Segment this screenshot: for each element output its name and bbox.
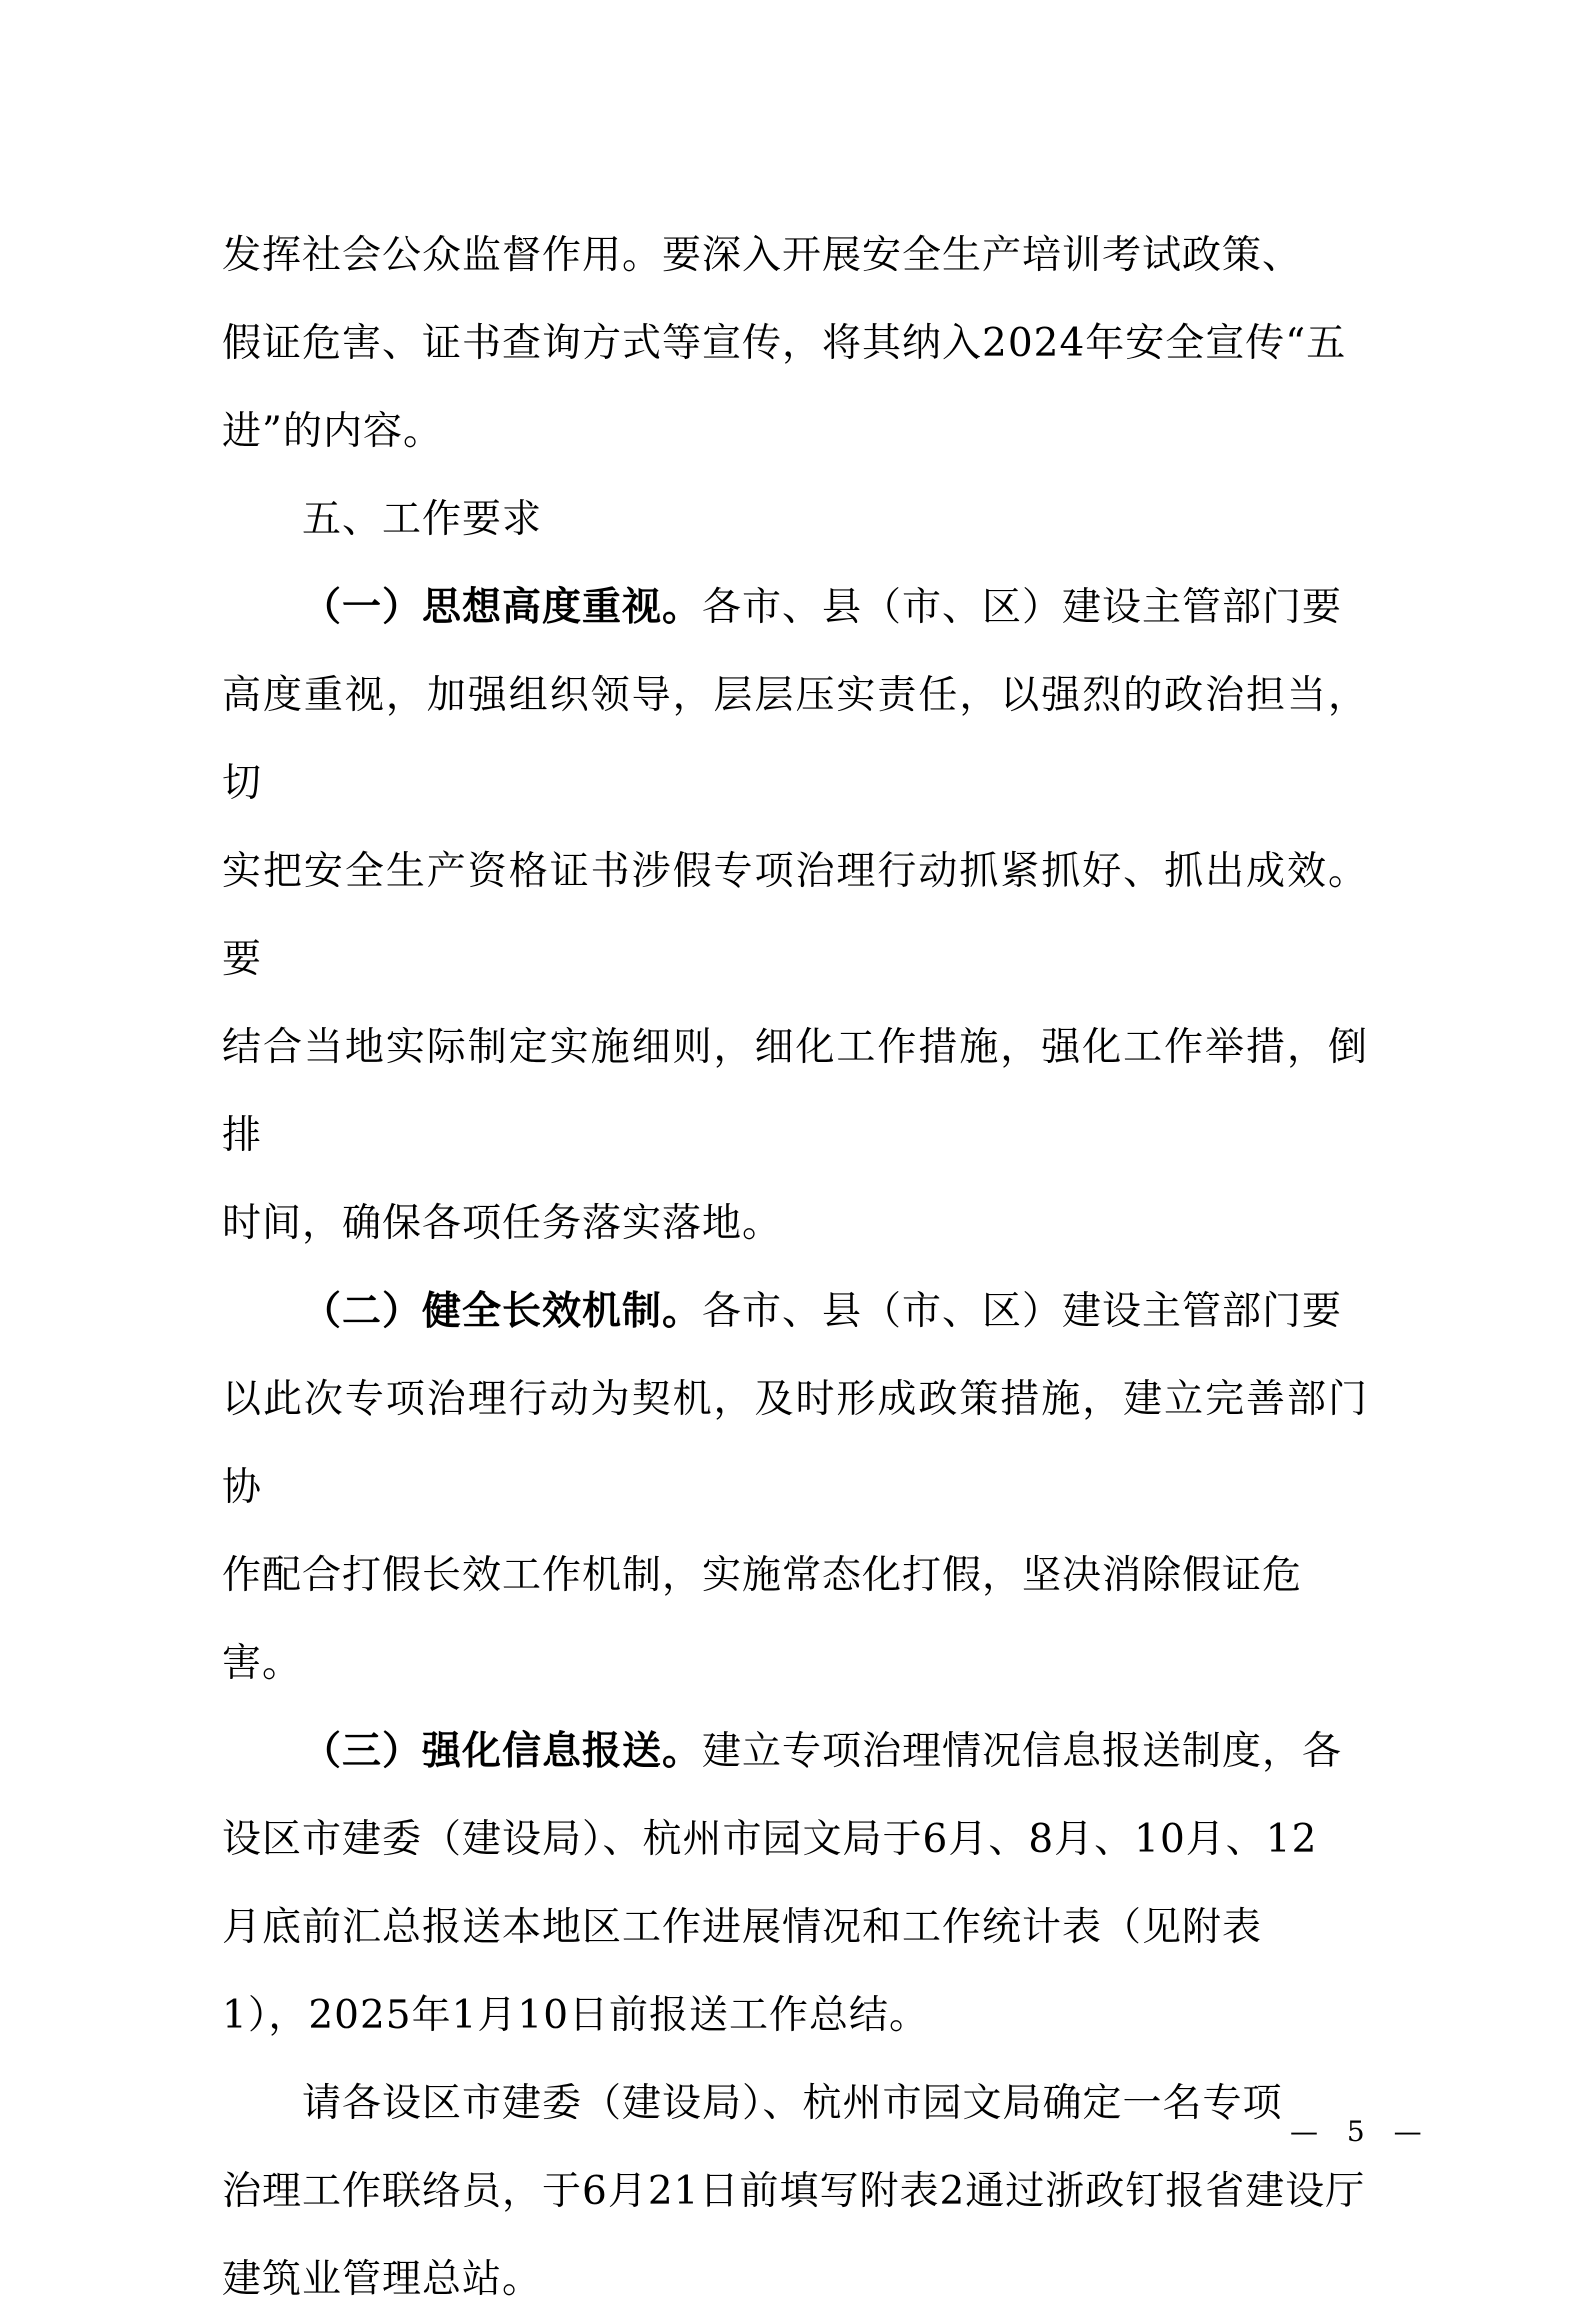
text-line bbox=[222, 1708, 1368, 1796]
text-line: 设区市建委（建设局）、杭州市园文局于6月、8月、10月、12 bbox=[222, 1817, 1318, 1862]
text-line: 以此次专项治理行动为契机，及时形成政策措施，建立完善部门协 bbox=[222, 1377, 1368, 1510]
paragraph-lead: （三）强化信息报送。 bbox=[302, 1729, 703, 1774]
text-line: 发挥社会公众监督作用。要深入开展安全生产培训考试政策、 bbox=[222, 233, 1303, 278]
paragraph-liaison bbox=[222, 2060, 1368, 2324]
paragraph-lead: （二）健全长效机制。 bbox=[302, 1289, 703, 1334]
text-line bbox=[222, 1268, 1368, 1356]
text-fragment: 各市、县（市、区）建设主管部门要 bbox=[702, 1289, 1343, 1334]
text-line: 月底前汇总报送本地区工作进展情况和工作统计表（见附表 bbox=[222, 1905, 1263, 1950]
text-line: 假证危害、证书查询方式等宣传，将其纳入2024年安全宣传“五 bbox=[222, 321, 1347, 366]
text-line: 作配合打假长效工作机制，实施常态化打假，坚决消除假证危 bbox=[222, 1553, 1303, 1598]
paragraph-publicity bbox=[222, 212, 1368, 476]
text-line: 治理工作联络员，于6月21日前填写附表2通过浙政钉报省建设厅 bbox=[222, 2169, 1366, 2214]
body-text bbox=[222, 212, 1368, 2324]
text-fragment: 各市、县（市、区）建设主管部门要 bbox=[702, 585, 1343, 630]
page-number: — 5 — bbox=[1290, 2115, 1432, 2148]
paragraph-lead: （一）思想高度重视。 bbox=[302, 585, 703, 630]
text-line: 高度重视，加强组织领导，层层压实责任，以强烈的政治担当，切 bbox=[222, 673, 1368, 806]
paragraph-mechanism bbox=[222, 1268, 1368, 1708]
paragraph-ideology bbox=[222, 564, 1368, 1268]
text-line: 时间，确保各项任务落实落地。 bbox=[222, 1201, 783, 1246]
text-line bbox=[222, 564, 1368, 652]
text-line: 1），2025年1月10日前报送工作总结。 bbox=[222, 1993, 930, 2038]
text-line: 害。 bbox=[222, 1641, 303, 1686]
text-line: 进”的内容。 bbox=[222, 409, 443, 454]
text-fragment: 建立专项治理情况信息报送制度，各 bbox=[702, 1729, 1343, 1774]
paragraph-reporting bbox=[222, 1708, 1368, 2060]
section-heading: 五、工作要求 bbox=[302, 497, 543, 542]
text-line: 实把安全生产资格证书涉假专项治理行动抓紧抓好、抓出成效。要 bbox=[222, 849, 1368, 982]
text-line: 请各设区市建委（建设局）、杭州市园文局确定一名专项 bbox=[302, 2081, 1283, 2126]
text-line: 结合当地实际制定实施细则，细化工作措施，强化工作举措，倒排 bbox=[222, 1025, 1368, 1158]
text-line: 建筑业管理总站。 bbox=[222, 2257, 543, 2302]
